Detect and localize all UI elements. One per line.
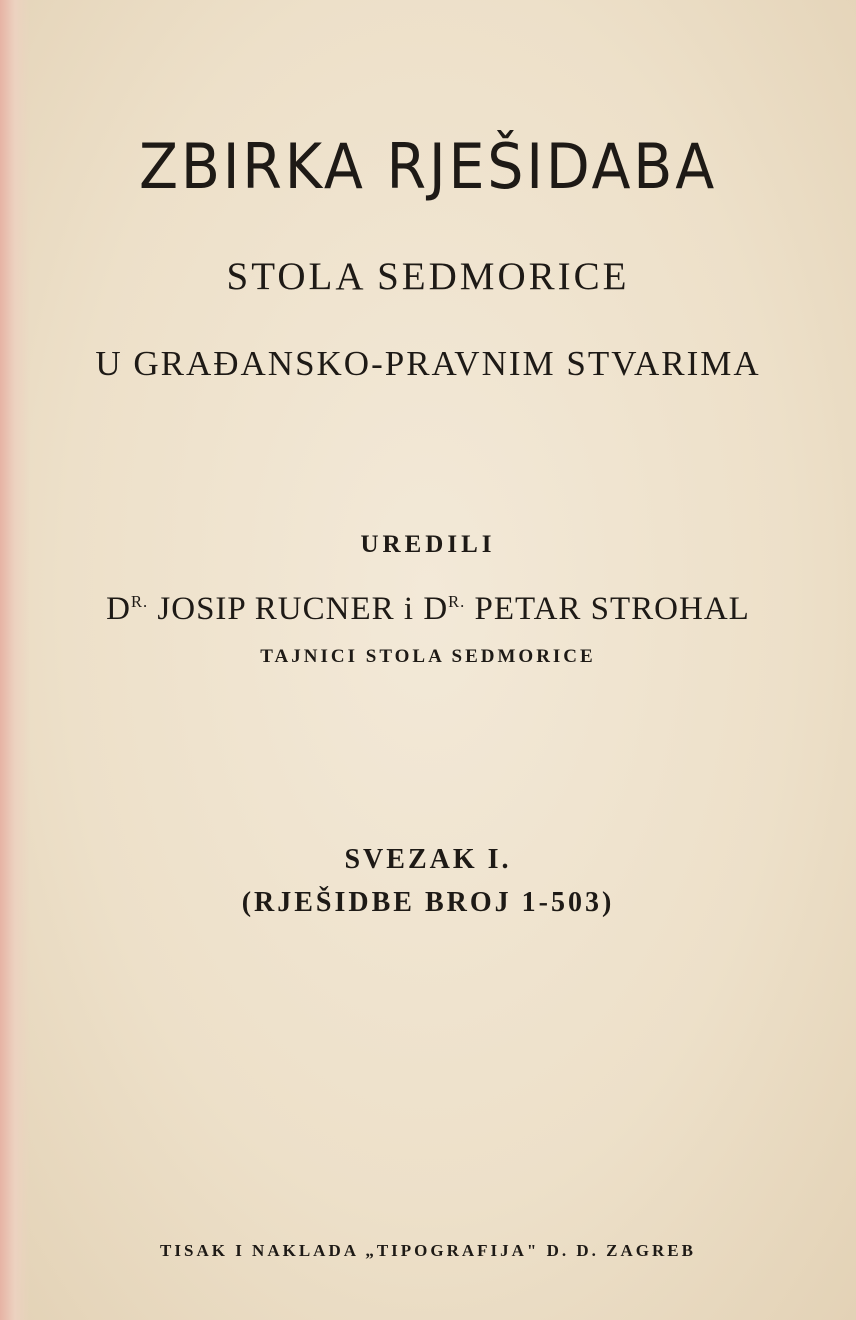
editors-label: UREDILI: [360, 531, 496, 558]
editor2-name: PETAR STROHAL: [474, 591, 750, 627]
editor2-title-initial: D: [423, 591, 449, 627]
volume-label: SVEZAK I.: [344, 844, 512, 875]
book-subtitle-line1: STOLA SEDMORICE: [226, 255, 630, 298]
editor1-title-initial: D: [106, 591, 131, 627]
secretaries-line: TAJNICI STOLA SEDMORICE: [260, 646, 596, 667]
book-title: ZBIRKA RJEŠIDABA: [138, 130, 717, 203]
editor1-name: JOSIP RUCNER: [157, 591, 395, 627]
publisher-imprint: TISAK I NAKLADA „TIPOGRAFIJA" D. D. ZAGREB: [160, 1241, 696, 1260]
editors-line: [0, 591, 856, 628]
volume-range: (RJEŠIDBE BROJ 1-503): [241, 887, 615, 918]
editor1-title-suffix: R.: [131, 592, 149, 611]
book-subtitle-line2: U GRAĐANSKO-PRAVNIM STVARIMA: [95, 344, 761, 383]
editors-connector: i: [403, 591, 415, 627]
editor2-title-suffix: R.: [448, 592, 466, 611]
